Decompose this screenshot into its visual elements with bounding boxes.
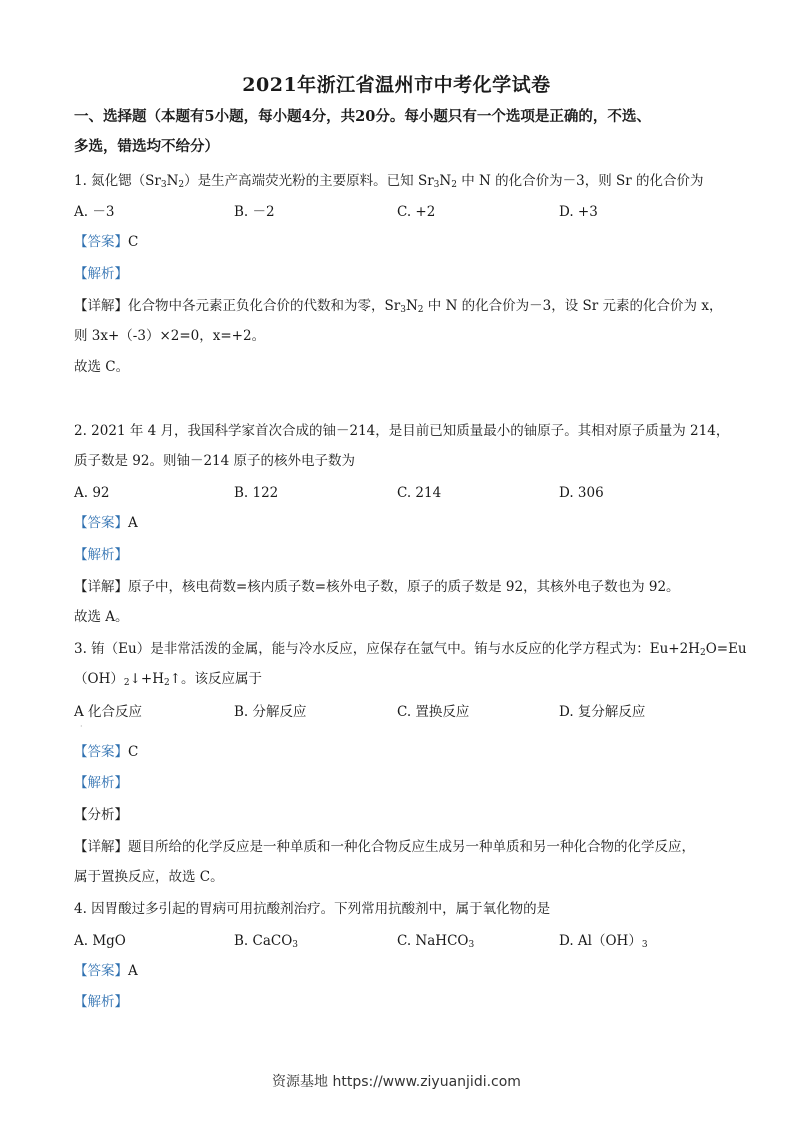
q2-answer: 【答案】A	[74, 515, 138, 531]
q2-detail: 【详解】原子中，核电荷数=核内质子数=核外电子数，原子的质子数是 92，其核外电子数也为 92。	[74, 579, 680, 595]
q2-conclusion: 故选 A。	[74, 609, 129, 625]
q1-option-b: B. －2	[234, 204, 275, 220]
q4-analysis-tag: 【解析】	[74, 994, 128, 1010]
q3-detail-line2: 属于置换反应，故选 C。	[74, 869, 224, 885]
section-heading-line1: 一、选择题（本题有5小题，每小题4分，共20分。每小题只有一个选项是正确的，不选、	[74, 108, 651, 125]
q1-option-c: C. +2	[397, 204, 436, 220]
q3-stem-line2: $(OH)_2↓+H_2↑$。该反应属于	[74, 671, 263, 688]
q1-analysis-tag: 【解析】	[74, 266, 128, 282]
q3-stem-line1: 3. 铕（Eu）是非常活泼的金属，能与冷水反应，应保存在氩气中。铕与水反应的化学方程式为：$Eu+2H_2O=Eu$	[74, 641, 747, 658]
q4-answer: 【答案】A	[74, 963, 138, 979]
q3-analysis-tag: 【解析】	[74, 775, 128, 791]
q1-option-a: A. －3	[74, 204, 115, 220]
q2-stem-line1: 2. 2021 年 4 月，我国科学家首次合成的铀－214，是目前已知质量最小的铀原子。其相对原子质量为 214，	[74, 423, 730, 439]
q4-option-c: C. NaHCO$_3$	[397, 933, 475, 950]
q2-option-a: A. 92	[74, 485, 110, 501]
q2-option-c: C. 214	[397, 485, 442, 501]
answer-tag: 【答案】	[74, 963, 128, 979]
footer-source-link[interactable]: 资源基地 https://www.ziyuanjidi.com	[272, 1074, 521, 1090]
answer-tag: 【答案】	[74, 744, 128, 760]
q3-fenxi-tag: 【分析】	[74, 807, 128, 823]
q4-option-a: A. MgO	[74, 933, 126, 949]
section-heading-line2: 多选，错选均不给分）	[74, 138, 219, 155]
q4-stem: 4. 因胃酸过多引起的胃病可用抗酸剂治疗。下列常用抗酸剂中，属于氧化物的是	[74, 901, 551, 917]
q3-option-a: A 化合反应	[74, 704, 143, 720]
answer-tag: 【答案】	[74, 515, 128, 531]
q3-answer: 【答案】C	[74, 744, 139, 760]
q1-stem: 1. 氮化锶$(Sr_3N_2)$是生产高端荧光粉的主要原料。已知 $Sr_3N_2$ 中 N 的化合价为－3，则 Sr 的化合价为	[74, 173, 704, 190]
q2-option-b: B. 122	[234, 485, 279, 501]
q1-detail-line2: 则 3x+（-3）×2=0，x=+2。	[74, 328, 266, 344]
q2-stem-line2: 质子数是 92。则铀－214 原子的核外电子数为	[74, 453, 356, 469]
answer-tag: 【答案】	[74, 234, 128, 250]
q2-option-d: D. 306	[559, 485, 604, 501]
q2-analysis-tag: 【解析】	[74, 547, 128, 563]
q3-option-b: B. 分解反应	[234, 704, 307, 720]
q1-answer: 【答案】C	[74, 234, 139, 250]
q1-conclusion: 故选 C。	[74, 359, 130, 375]
q1-detail-line1: 【详解】化合物中各元素正负化合价的代数和为零，$Sr_3N_2$ 中 N 的化合价为－3，设 Sr 元素的化合价为 x，	[74, 298, 723, 315]
q4-option-d: D. $Al(OH)_3$	[559, 933, 648, 950]
stray-mark: ·	[80, 722, 83, 731]
q3-option-c: C. 置换反应	[397, 704, 470, 720]
q1-option-d: D. +3	[559, 204, 598, 220]
q3-option-d: D. 复分解反应	[559, 704, 646, 720]
page-title: 2021年浙江省温州市中考化学试卷	[242, 74, 551, 96]
q4-option-b: B. CaCO$_3$	[234, 933, 299, 950]
q3-detail-line1: 【详解】题目所给的化学反应是一种单质和一种化合物反应生成另一种单质和另一种化合物的化学反应，	[74, 839, 695, 855]
